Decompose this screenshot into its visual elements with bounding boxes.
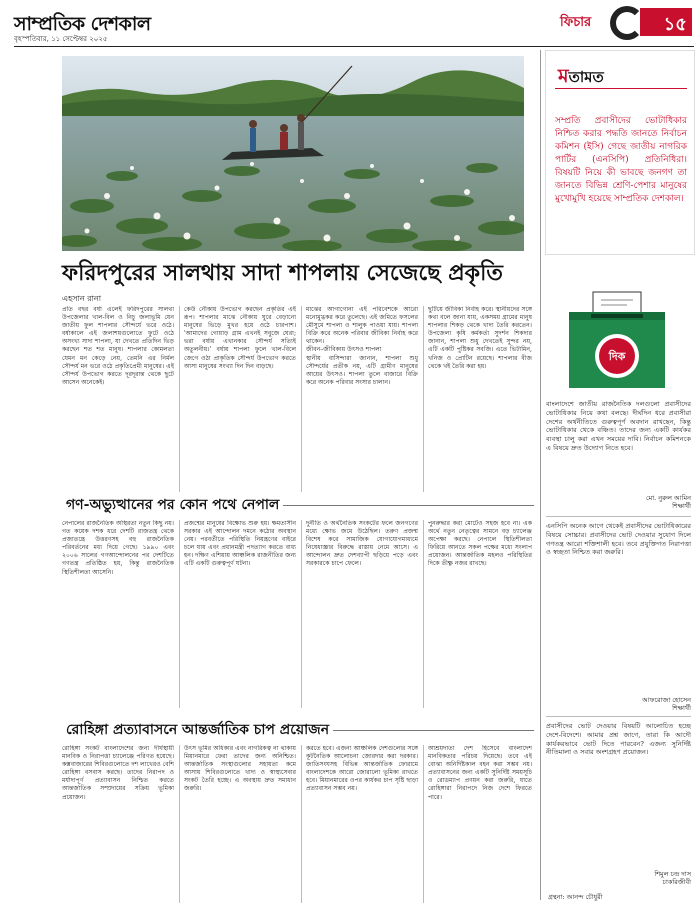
ballot-box-icon [563,290,671,390]
page-number-ring-icon [610,6,644,40]
column-divider [423,520,424,708]
opinion-2-text: এনসিপি অনেক আগে থেকেই প্রবাসীদের ভোটাধিকারের বিষয়ে সোচ্চার। প্রবাসীদের ভোট দেওয়ার সুযোগ দিলে গণতন্ত্র আরো শক্তিশালী হবে। তবে প্রযুক্তিগত নিরাপত্তা ও স্বচ্ছতা নিশ্চিত করা জরুরি। [546,522,691,557]
feature-column-4: ছুটিয়ে জীবিকা নির্বাহ করে। স্থানীয়দের সঙ্গে কথা বলে জানা যায়, একসময় গ্রামের মানুষ শাপলার শিকড় থেকে খাদ্য তৈরি করতেন। উপজেলা কৃষি কর্মকর্তা সুদর্শন শিকদার জানান, শাপলা শুধু দেখতেই সুন্দর নয়, এটি একটি পুষ্টিকর সবজি। এতে ভিটামিন, খনিজ ও প্রোটিন রয়েছে। শাপলার বীজ থেকে খই তৈরি করা হয়। [428,306,532,370]
rohingya-column-3: করতে হবে। এজন্য আঞ্চলিক দেশগুলোর সঙ্গে কূটনৈতিক আলোচনা জোরদার করা দরকার। জাতিসংঘসহ বিভিন্ন আন্তর্জাতিক ফোরামে বাংলাদেশকে আরো জোরালো ভূমিকা রাখতে হবে। মিয়ানমারের ওপর কার্যকর চাপ সৃষ্টি ছাড়া প্রত্যাবাসন সম্ভব নয়। [306,745,418,793]
opinion-rule [546,716,691,717]
opinion-2-name: আফরোজা হোসেন [642,696,691,704]
column-divider [179,306,180,492]
opinion-title-rule [555,88,687,89]
masthead-title: সাম্প্রতিক দেশকাল [14,13,151,35]
feature-headline: ফরিদপুরের সালথায় সাদা শাপলায় সেজেছে প্রকৃতি [62,260,503,286]
opinion-credit: গ্রন্থনা: আনন্দ চৌধুরী [548,893,603,901]
column-divider [179,745,180,903]
opinion-intro: সম্প্রতি প্রবাসীদের ভোটাধিকার নিশ্চিত করার পদ্ধতি জানতে নির্বাচন কমিশন (ইসি) গেছে জাতীয় নাগরিক পার্টির (এনসিপি) প্রতিনিধিরা। বিষয়টি নিয়ে কী ভাবছে জনগণ তা জানতে বিভিন্ন শ্রেণি-পেশার মানুষের মুখোমুখি হয়েছে সাম্প্রতিক দেশকাল। [555,116,687,204]
opinion-title-accent: ম [558,65,569,87]
column-divider [301,745,302,903]
opinion-1-role: শিক্ষার্থী [672,502,691,510]
masthead-rule [14,46,694,47]
feature-byline: এহসান রানা [62,294,102,303]
opinion-title [558,62,604,94]
feature-column-2: কেউ নৌকায় উপভোগ করছেন প্রকৃতির এই রূপ। শাপলার মাঝে নৌকায় ঘুরে বেড়ানো মানুষের ভিড়ে মুখর হয়ে ওঠে চারপাশ। 'আমাদের গোয়াড় গ্রাম এখনই সবুজে ঘেরা; ভরা বর্ষায় এখানকার সৌন্দর্য সত্যিই অতুলনীয়।' বর্ষায় শাপলা ফুলে খাল-বিলে জেগে ওঠা প্রাকৃতিক সৌন্দর্য উপভোগ করতে আসা মানুষের সংখ্যা দিন দিন বাড়ছে। [184,306,296,370]
nepal-column-3: দুর্নীতি ও অর্থনৈতিক সংকটের ফলে জনগণের মধ্যে ক্ষোভ জমে উঠেছিল। তরুণ প্রজন্ম বিশেষ করে সামাজিক যোগাযোগমাধ্যমে নিষেধাজ্ঞার বিরুদ্ধে রাস্তায় নেমে আসে। এ আন্দোলন দ্রুত দেশব্যাপী ছড়িয়ে পড়ে এবং সরকারকে চাপে ফেলে। [306,520,418,568]
opinion-3-name: শিমুল চন্দ্র দাস [654,870,691,878]
rohingya-column-2: উৎস ভূমির অধিকার এবং নাগরিকত্ব না থাকায় মিয়ানমারে ফেরা তাদের জন্য অনিশ্চিত। আন্তর্জাতিক সংস্থাগুলোর সহায়তা কমে আসায় শিবিরগুলোতে খাদ্য ও স্বাস্থ্যসেবার সংকট তৈরি হচ্ছে। এ অবস্থায় দ্রুত সমাধান জরুরি। [184,745,296,793]
column-divider [179,520,180,708]
opinion-2-role: শিক্ষার্থী [672,704,691,712]
dateline: বৃহস্পতিবার, ১১ সেপ্টেম্বর ২০২৫ [14,35,108,43]
nepal-column-1: নেপালের রাজনৈতিক অস্থিরতা নতুন কিছু নয়। গত কয়েক দশক ধরে দেশটি রাজতন্ত্র থেকে প্রজাতন্ত্রে উত্তরণসহ বহু রাজনৈতিক পরিবর্তনের মধ্য দিয়ে গেছে। ১৯৯০ এবং ২০০৬ সালের গণআন্দোলনের পর দেশটিতে গণতন্ত্র প্রতিষ্ঠিত হয়, কিন্তু রাজনৈতিক স্থিতিশীলতা আসেনি। [62,520,174,576]
opinion-2-signature [546,696,691,712]
water-lilies-image [62,56,524,251]
column-divider [423,745,424,903]
sidebar-divider [540,50,541,900]
opinion-title-rest: তামত [568,68,604,86]
rohingya-column-1: রোহিঙ্গা সংকট বাংলাদেশের জন্য দীর্ঘস্থায়ী মানবিক ও নিরাপত্তা চ্যালেঞ্জে পরিণত হয়েছে। কক্সবাজারের শিবিরগুলোতে দশ লাখেরও বেশি রোহিঙ্গা বসবাস করছে। তাদের নিরাপদ ও মর্যাদাপূর্ণ প্রত্যাবাসন নিশ্চিত করতে আন্তর্জাতিক সম্প্রদায়ের সক্রিয় ভূমিকা প্রয়োজন। [62,745,174,801]
rohingya-column-4: আশ্রয়দাতা দেশ হিসেবে বাংলাদেশ মানবিকতার পরিচয় দিয়েছে। তবে এই বোঝা অনির্দিষ্টকাল বহন করা সম্ভব নয়। প্রত্যাবাসনের জন্য একটি সুনির্দিষ্ট সময়সূচি ও রোডম্যাপ প্রণয়ন করা জরুরি, যাতে রোহিঙ্গারা নিরাপদে নিজ দেশে ফিরতে পারে। [428,745,532,801]
column-divider [301,520,302,708]
nepal-column-4: পুনরুদ্ধার করা মোটেও সহজ হবে না। এক অর্থে নতুন নেতৃত্বের সামনে বড় চ্যালেঞ্জ অপেক্ষা করছে। নেপালে স্থিতিশীলতা ফিরিয়ে আনতে সকল পক্ষের মধ্যে সংলাপ প্রয়োজন। আন্তর্জাতিক মহলও পরিস্থিতির দিকে তীক্ষ্ণ নজর রাখছে। [428,520,532,568]
opinion-1-name: মো. নুরুল আমিন [646,494,691,502]
feature-column-3: মাঝের আগাগোনা এই পরিবেশকে আরো মনোমুগ্ধকর করে তুলেছে। এই জমিতে ফসলের মৌসুমে শাপলা ও শালুক পাওয়া যায়। শাপলা বিক্রি করে অনেক পরিবার জীবিকা নির্বাহ করে থাকেন। জীবন–জীবিকায় উৎসও শাপলা স্থানীয় বাসিন্দারা জানান, শাপলা শুধু সৌন্দর্যের প্রতীক নয়, এটি গ্রামীণ মানুষের আয়ের উৎসও। শাপলা তুলে বাজারে বিক্রি করে অনেক পরিবার সংসার চালান। [306,306,418,386]
opinion-1-signature [546,494,691,510]
opinion-3-signature [546,870,691,886]
nepal-column-2: প্রজন্মের মানুষের বিক্ষোভ শুরু হয়। ক্ষমতাসীন সরকার এই আন্দোলন দমনে কঠোর অবস্থান নেয়। পরবর্তীতে পরিস্থিতি নিয়ন্ত্রণের বাইরে চলে যায় এবং প্রধানমন্ত্রী পদত্যাগ করতে বাধ্য হন। দক্ষিণ এশিয়ায় আঞ্চলিক রাজনীতির জন্য এটি একটি গুরুত্বপূর্ণ ঘটনা। [184,520,296,568]
rohingya-heading: রোহিঙ্গা প্রত্যাবাসনে আন্তর্জাতিক চাপ প্রয়োজন [62,721,333,739]
page-number: ১৫ [640,8,692,36]
feature-photo [62,56,524,251]
opinion-1-text: বাংলাদেশে জাতীয় রাজনৈতিক দলগুলো প্রবাসীদের ভোটাধিকার নিয়ে কথা বলছে। দীর্ঘদিন ধরে প্রবাসীরা দেশের অর্থনীতিতে গুরুত্বপূর্ণ অবদান রাখছেন, কিন্তু ভোটাধিকার থেকে বঞ্চিত। তাদের জন্য একটি কার্যকর ব্যবস্থা চালু করা এখন সময়ের দাবি। নির্বাচন কমিশনকে এ বিষয়ে দ্রুত উদ্যোগ নিতে হবে। [546,400,691,452]
column-divider [301,306,302,492]
nepal-heading: গণ-অভ্যুত্থানের পর কোন পথে নেপাল [62,496,283,514]
opinion-rule [546,516,691,517]
column-divider [423,306,424,492]
section-label: ফিচার [560,15,592,30]
opinion-3-text: প্রবাসীদের ভোট দেওয়ার বিষয়টি আলোচিত হচ্ছে দেশে-বিদেশে। আমার প্রশ্ন জাগে, তারা কি আদৌ কার্যকরভাবে ভোট দিতে পারবেন? এজন্য সুনির্দিষ্ট নীতিমালা ও সবার অংশগ্রহণ প্রয়োজন। [546,722,691,757]
ballot-label: দিক [608,350,626,363]
opinion-3-role: চাকরিজীবী [662,878,691,886]
feature-column-1: প্রতি বছর বর্ষা এলেই ফরিদপুরের সালথা উপজেলার খাল-বিল ও নিচু জলাভূমি যেন জাতীয় ফুল শাপলার সৌন্দর্যে ভরে ওঠে। বর্ষাকালে এই জলাশয়গুলোতে ফুটে ওঠে অসংখ্য সাদা শাপলা, যা দেখতে প্রতিদিন ভিড় করছেন শত শত মানুষ। শাপলার কোমলতা যেমন মন কেড়ে নেয়, তেমনি এর নির্মল সৌন্দর্য মন ভরে ওঠে প্রকৃতিপ্রেমী মানুষের। এই সৌন্দর্য উপভোগ করতে দূরদূরান্ত থেকে ছুটে আসেন অনেকেই। [62,306,174,386]
